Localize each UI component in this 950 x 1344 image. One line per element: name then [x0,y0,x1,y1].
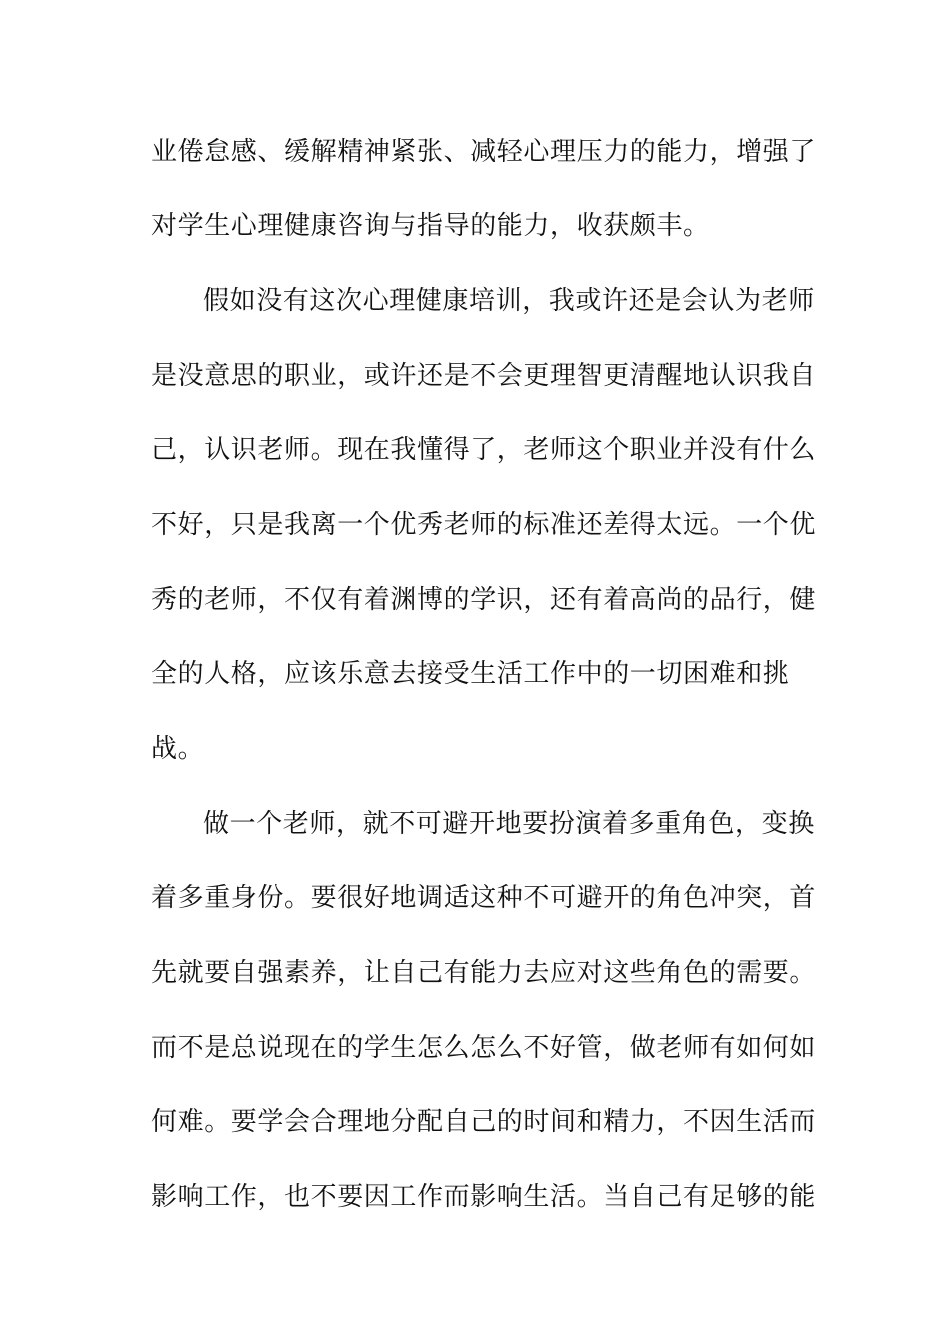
text-line: 业倦怠感、缓解精神紧张、减轻心理压力的能力，增强了 [151,137,817,167]
text-line: 对学生心理健康咨询与指导的能力，收获颇丰。 [151,211,710,241]
paragraph-start-line: 假如没有这次心理健康培训，我或许还是会认为老师 [203,286,815,316]
paragraph-start-line: 做一个老师，就不可避开地要扮演着多重角色，变换 [203,809,815,839]
text-line: 先就要自强素养，让自己有能力去应对这些角色的需要。 [151,958,817,988]
text-line: 着多重身份。要很好地调适这种不可避开的角色冲突，首 [151,883,817,913]
text-line: 何难。要学会合理地分配自己的时间和精力，不因生活而 [151,1107,817,1137]
text-line: 而不是总说现在的学生怎么怎么不好管，做老师有如何如 [151,1033,817,1063]
text-line: 不好，只是我离一个优秀老师的标准还差得太远。一个优 [151,510,817,540]
text-line: 影响工作，也不要因工作而影响生活。当自己有足够的能 [151,1182,817,1212]
text-line: 战。 [151,734,205,764]
text-line: 是没意思的职业，或许还是不会更理智更清醒地认识我自 [151,361,817,391]
text-line: 己，认识老师。现在我懂得了，老师这个职业并没有什么 [151,435,817,465]
text-line: 秀的老师，不仅有着渊博的学识，还有着高尚的品行，健 [151,585,817,615]
text-line: 全的人格，应该乐意去接受生活工作中的一切困难和挑 [151,659,790,689]
